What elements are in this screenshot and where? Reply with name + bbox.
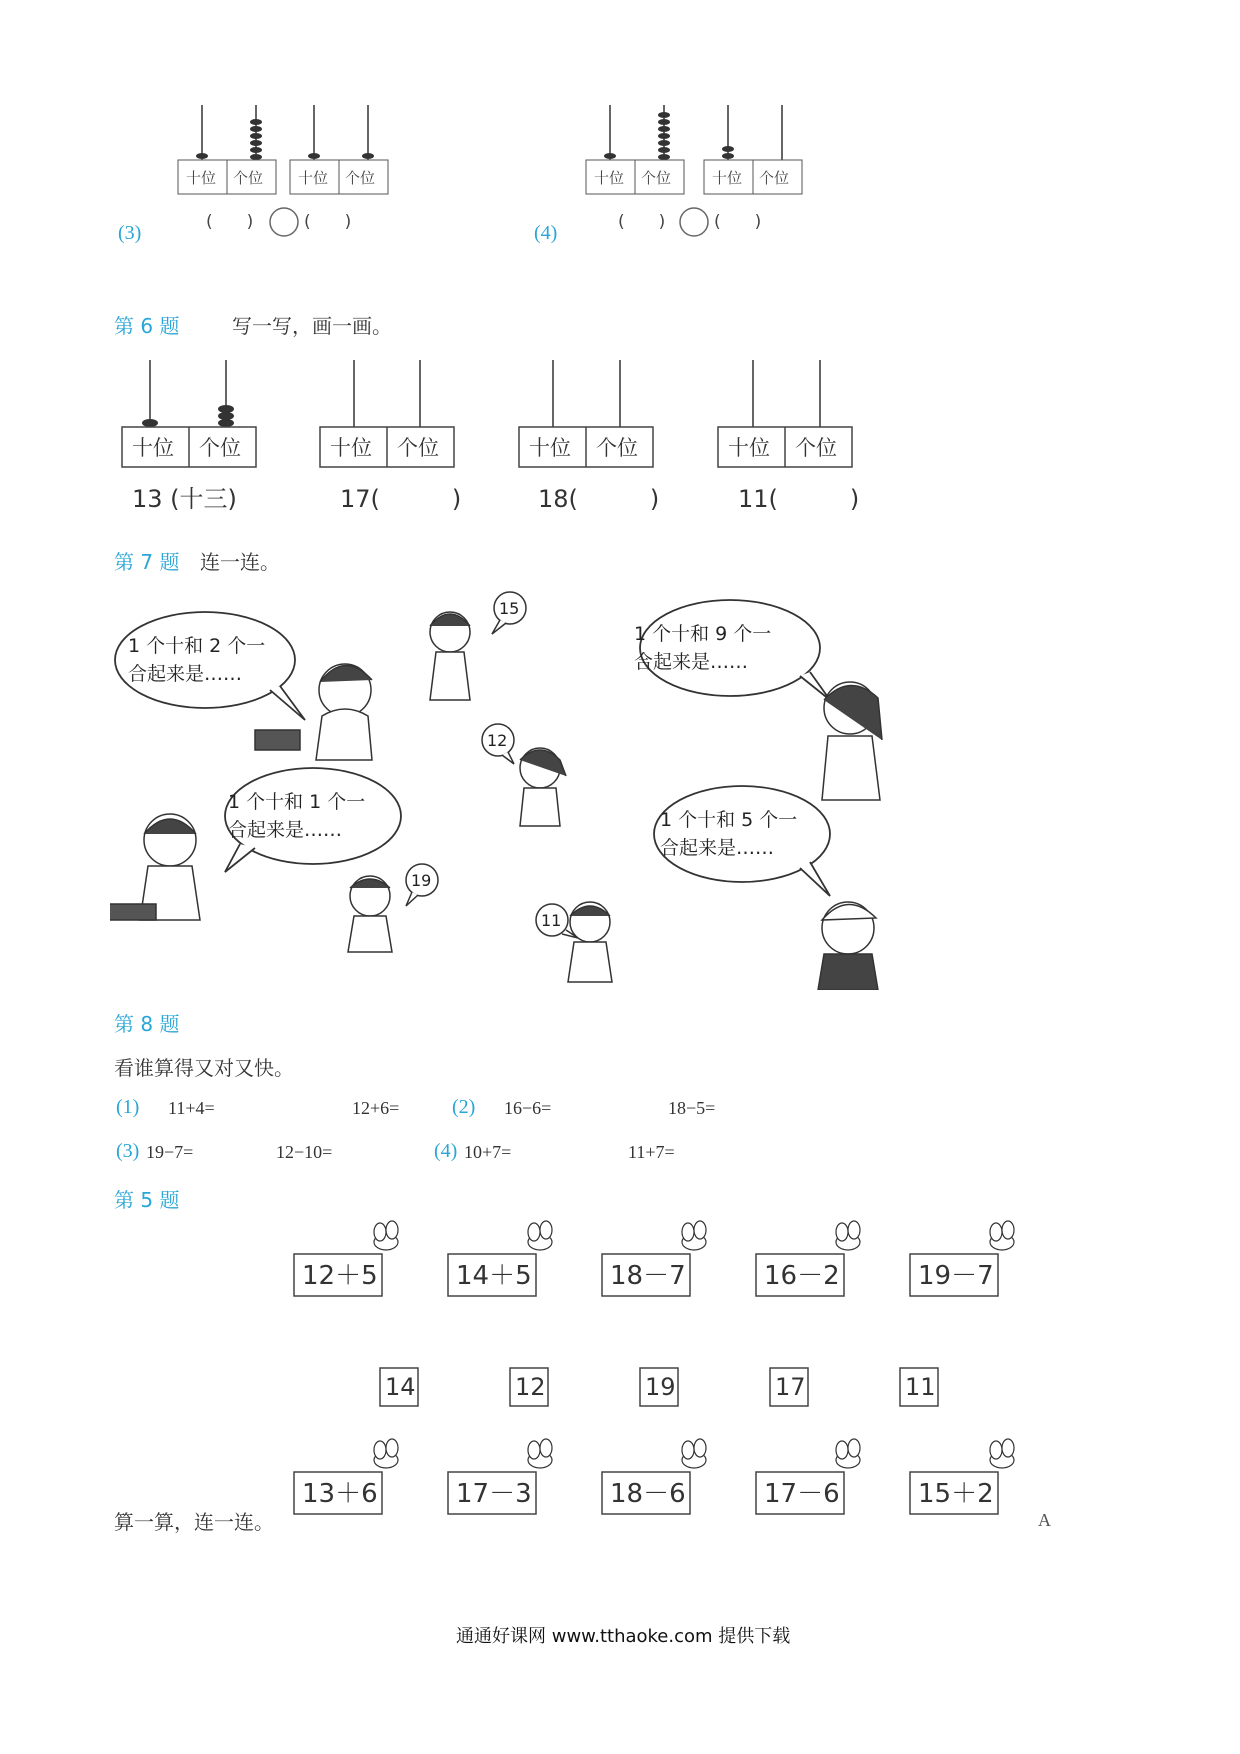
q6-title: 第 6 题 — [114, 314, 180, 338]
ones-label: 个位 — [795, 436, 837, 460]
calc-item: 12−10= — [276, 1142, 333, 1162]
calc-item: 12+6= — [352, 1098, 400, 1118]
compare-circle — [680, 208, 708, 236]
q7-title: 第 7 题 — [114, 550, 180, 574]
answer-number: 12 — [515, 1373, 546, 1401]
bee-icon — [374, 1439, 1014, 1468]
q8-instruction: 看谁算得又对又快。 — [114, 1056, 294, 1080]
q8-label-4: (4) — [434, 1140, 458, 1162]
q6-answer-1: 13 (十三) — [132, 485, 237, 513]
q6-instruction: 写一写，画一画。 — [232, 314, 392, 338]
tens-label: 十位 — [529, 436, 571, 460]
bubble-line: 1 个十和 5 个一 — [660, 809, 798, 831]
ones-label: 个位 — [397, 436, 439, 460]
tens-label: 十位 — [298, 169, 329, 187]
number-19: 19 — [411, 871, 432, 890]
tens-label: 十位 — [728, 436, 770, 460]
bottom-expression: 18－6 — [610, 1479, 686, 1509]
bubble-line: 合起来是…… — [228, 819, 343, 841]
bottom-expression: 15＋2 — [918, 1479, 994, 1509]
bottom-expression: 17－3 — [456, 1479, 532, 1509]
answer-paren: ( ) — [714, 212, 762, 232]
abacus-q4 — [580, 100, 820, 240]
child-figure-girl-15 — [430, 612, 470, 700]
child-figure-boy-19 — [348, 876, 392, 952]
q5-instruction: 算一算，连一连。 — [114, 1510, 274, 1534]
q6-abacus-row — [110, 355, 870, 515]
number-15: 15 — [499, 599, 520, 618]
tens-label: 十位 — [712, 169, 743, 187]
bubble-line: 1 个十和 9 个一 — [634, 623, 772, 645]
child-figure-girl-12 — [520, 748, 566, 826]
bubble-line: 合起来是…… — [128, 663, 243, 685]
subquestion-label-4: (4) — [534, 222, 558, 244]
answer-number: 19 — [645, 1373, 676, 1401]
q8-title: 第 8 题 — [114, 1012, 180, 1036]
answer-number: 17 — [775, 1373, 806, 1401]
q8-label-1: (1) — [116, 1096, 140, 1118]
answer-number: 14 — [385, 1373, 416, 1401]
q6-answer-2: 17( ) — [340, 485, 462, 513]
top-expression: 16－2 — [764, 1261, 840, 1291]
calc-item: 18−5= — [668, 1098, 716, 1118]
child-figure-girl-11 — [568, 902, 612, 982]
bottom-expression: 17－6 — [764, 1479, 840, 1509]
tens-label: 十位 — [132, 436, 174, 460]
top-expression: 14＋5 — [456, 1261, 532, 1291]
number-12: 12 — [487, 731, 508, 750]
answer-paren: ( ) — [304, 212, 352, 232]
calc-item: 11+7= — [628, 1142, 675, 1162]
ones-label: 个位 — [641, 169, 672, 187]
abacus-q3 — [170, 100, 410, 240]
ones-label: 个位 — [759, 169, 790, 187]
q8-label-3: (3) — [116, 1140, 140, 1162]
answer-paren: ( ) — [618, 212, 666, 232]
subquestion-label-3: (3) — [118, 222, 142, 244]
answer-paren: ( ) — [206, 212, 254, 232]
child-figure-boy-hat — [818, 902, 878, 990]
q6-answer-4: 11( ) — [738, 485, 860, 513]
tens-label: 十位 — [594, 169, 625, 187]
ones-label: 个位 — [233, 169, 264, 187]
calc-item: 16−6= — [504, 1098, 552, 1118]
child-figure-girl-phone — [822, 682, 882, 800]
corner-mark: A — [1038, 1510, 1051, 1530]
child-figure-girl-left — [110, 814, 200, 920]
q5-matching — [280, 1218, 1040, 1518]
top-expression: 12＋5 — [302, 1261, 378, 1291]
footer-text: 通通好课网 www.tthaoke.com 提供下载 — [456, 1626, 791, 1647]
calc-item: 19−7= — [146, 1142, 194, 1162]
number-11: 11 — [541, 911, 562, 930]
answer-number: 11 — [905, 1373, 936, 1401]
q8-label-2: (2) — [452, 1096, 476, 1118]
q6-answer-3: 18( ) — [538, 485, 660, 513]
bubble-line: 1 个十和 2 个一 — [128, 635, 266, 657]
ones-label: 个位 — [345, 169, 376, 187]
compare-circle — [270, 208, 298, 236]
tens-label: 十位 — [186, 169, 217, 187]
ones-label: 个位 — [596, 436, 638, 460]
bubble-line: 合起来是…… — [660, 837, 775, 859]
top-expression: 18－7 — [610, 1261, 686, 1291]
calc-item: 11+4= — [168, 1098, 215, 1118]
tens-label: 十位 — [330, 436, 372, 460]
bee-icon — [374, 1221, 1014, 1250]
calc-item: 10+7= — [464, 1142, 512, 1162]
q7-instruction: 连一连。 — [200, 550, 280, 574]
bottom-expression: 13＋6 — [302, 1479, 378, 1509]
bubble-line: 1 个十和 1 个一 — [228, 791, 366, 813]
bubble-line: 合起来是…… — [634, 651, 749, 673]
ones-label: 个位 — [199, 436, 241, 460]
top-expression: 19－7 — [918, 1261, 994, 1291]
q5-title: 第 5 题 — [114, 1188, 180, 1212]
